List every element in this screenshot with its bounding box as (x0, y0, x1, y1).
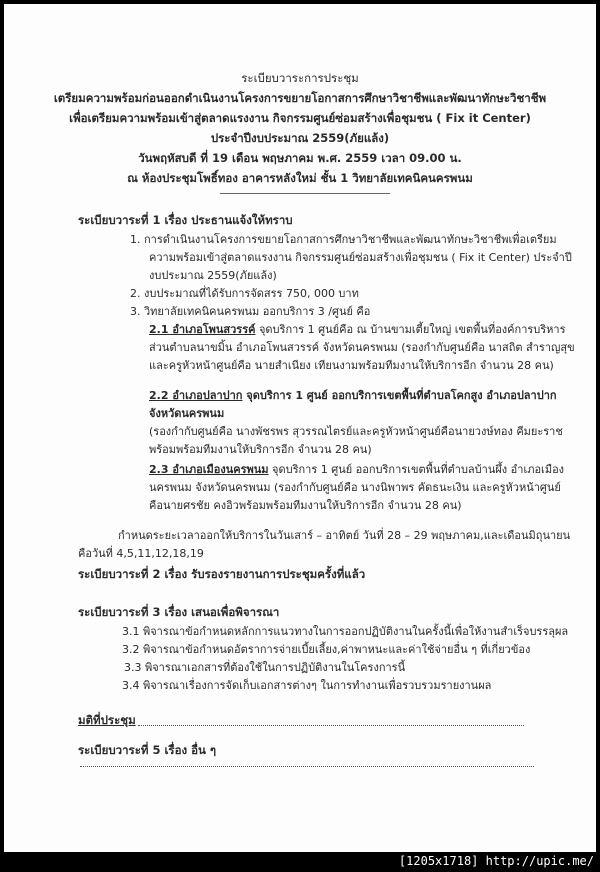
subsection-2-1 (149, 322, 566, 338)
subsection-2-3-label: 2.3 อำเภอเมืองนครพนม (149, 463, 269, 476)
agenda-1-item-1-line-3: งบประมาณ 2559(ภัยแล้ง) (149, 269, 277, 282)
agenda-1-item-3: 3. วิทยาลัยเทคนิคนครพนม ออกบริการ 3 /ศูนย์ คือ (130, 305, 371, 318)
subsection-2-2-line-2: จังหวัดนครพนม (149, 407, 225, 420)
subsection-2-3 (149, 462, 564, 478)
subsection-2-1-text: จุดบริการ 1 ศูนย์คือ ณ บ้านขามเตี้ยใหญ่ เขตพื้นที่องค์การบริหาร (255, 323, 566, 336)
header-line-5: ณ ห้องประชุมโพธิ์ทอง อาคารหลังใหม่ ชั้น 1 วิทยาลัยเทคนิคนครพนม (127, 171, 473, 185)
header-line-1: เตรียมความพร้อมก่อนออกดำเนินงานโครงการขยายโอกาสการศึกษาวิชาชีพและพัฒนาทักษะวิชาชีพ (53, 91, 547, 105)
document-page (4, 4, 596, 852)
agenda-3-item-2: 3.2 พิจารณาข้อกำหนดอัตราการจ่ายเบี้ยเลี้ยง,ค่าพาหนะและค่าใช้จ่ายอื่น ๆ ที่เกี่ยวข้อง (122, 643, 531, 656)
schedule-line-2: คือวันที่ 4,5,11,12,18,19 (78, 547, 204, 560)
agenda-5-heading: ระเบียบวาระที่ 5 เรื่อง อื่น ๆ (78, 743, 217, 757)
header-line-3: ประจำปีงบประมาณ 2559(ภัยแล้ง) (210, 131, 390, 145)
agenda-1-item-1-line-1: 1. การดำเนินงานโครงการขยายโอกาสการศึกษาวิชาชีพและพัฒนาทักษะวิชาชีพเพื่อเตรียม (130, 233, 557, 246)
agenda-3-heading: ระเบียบวาระที่ 3 เรื่อง เสนอเพื่อพิจารณา (78, 605, 280, 619)
agenda-1-heading: ระเบียบวาระที่ 1 เรื่อง ประธานแจ้งให้ทราบ (78, 213, 293, 227)
subsection-2-1-line-3: และครูหัวหน้าศูนย์คือ นายสำเนียง เทียนงามพร้อมทีมงานให้บริการอีก จำนวน 28 คน) (149, 359, 554, 372)
watermark-text: [1205x1718] http://upic.me/ (398, 854, 594, 868)
watermark-bar (0, 852, 600, 872)
agenda-2-heading: ระเบียบวาระที่ 2 เรื่อง รับรองรายงานการประชุมครั้งที่แล้ว (78, 567, 366, 581)
subsection-2-3-text: จุดบริการ 1 ศูนย์ ออกบริการเขตพื้นที่ตำบลบ้านผึ้ง อำเภอเมือง (268, 463, 565, 476)
agenda-5-dotted-line (80, 766, 534, 767)
agenda-3-item-4: 3.4 พิจารณาเรื่องการจัดเก็บเอกสารต่างๆ ในการทำงานเพื่อรวบรวมรายงานผล (122, 679, 492, 692)
doc-title: ระเบียบวาระการประชุม (241, 71, 359, 85)
subsection-2-2 (149, 388, 557, 404)
resolution-dotted-line (138, 725, 524, 726)
subsection-2-3-line-2: นครพนม จังหวัดนครพนม (รองกำกับศูนย์คือ นางนิพาพร คัดธนะเงิน และครูหัวหน้าศูนย์ (149, 481, 561, 494)
subsection-2-2-line-4: พร้อมพร้อมทีมงานให้บริการอีก จำนวน 28 คน) (149, 443, 372, 456)
subsection-2-3-line-3: คือนายศรชัย คงอิวพร้อมพร้อมทีมงานให้บริการอีก จำนวน 28 คน) (149, 499, 462, 512)
schedule-line-1: กำหนดระยะเวลาออกให้บริการในวันเสาร์ – อาทิตย์ วันที่ 28 – 29 พฤษภาคม,และเดือนมิถุนายน (118, 529, 571, 542)
subsection-2-2-line-3: (รองกำกับศูนย์คือ นางพัชรพร สุวรรณไตรย์และครูหัวหน้าศูนย์คือนายวงษ์ทอง คีมยะราช (149, 425, 563, 438)
subsection-2-2-label: 2.2 อำเภอปลาปาก (149, 389, 243, 402)
header-line-2: เพื่อเตรียมความพร้อมเข้าสู่ตลาดแรงงาน กิจกรรมศูนย์ซ่อมสร้างเพื่อชุมชน ( Fix it Center) (69, 111, 531, 125)
resolution-label: มติที่ประชุม (78, 713, 136, 727)
header-line-4: วันพฤหัสบดี ที่ 19 เดือน พฤษภาคม พ.ศ. 2559 เวลา 09.00 น. (138, 151, 462, 165)
agenda-3-item-1: 3.1 พิจารณาข้อกำหนดหลักการแนวทางในการออกปฏิบัติงานในครั้งนี้เพื่อให้งานสำเร็จบรรลุผล (122, 625, 569, 638)
subsection-2-2-text: จุดบริการ 1 ศูนย์ ออกบริการเขตพื้นที่ตำบลโคกสูง อำเภอปลาปาก (242, 389, 557, 402)
agenda-1-item-1-line-2: ความพร้อมเข้าสู่ตลาดแรงงาน กิจกรรมศูนย์ซ่อมสร้างเพื่อชุมชน ( Fix it Center) ประจำปี (149, 251, 572, 264)
agenda-3-item-3: 3.3 พิจารณาเอกสารที่ต้องใช้ในการปฏิบัติงานในโครงการนี้ (124, 661, 406, 674)
subsection-2-1-label: 2.1 อำเภอโพนสวรรค์ (149, 323, 256, 336)
subsection-2-1-line-2: ส่วนตำบลนาขมิ้น อำเภอโพนสวรรค์ จังหวัดนครพนม (รองกำกับศูนย์คือ นาสถิต สำราญสุข (149, 341, 575, 354)
agenda-1-item-2: 2. งบประมาณที่ได้รับการจัดสรร 750, 000 บาท (130, 287, 359, 300)
header-divider (220, 193, 390, 194)
